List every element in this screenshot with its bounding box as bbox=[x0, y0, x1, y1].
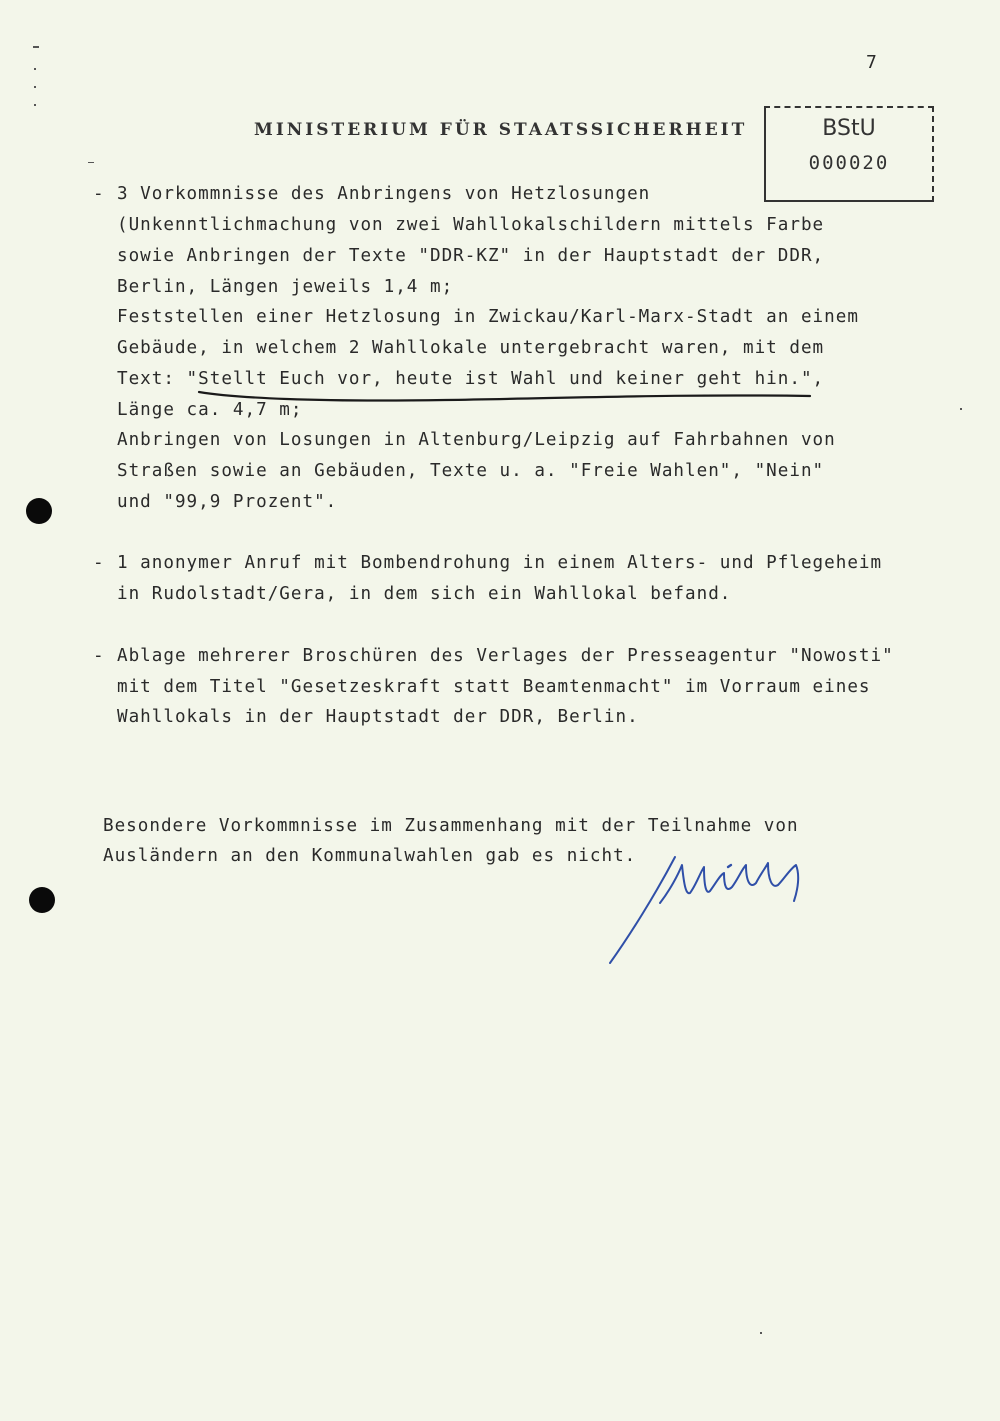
item-line: sowie Anbringen der Texte "DDR-KZ" in der Hauptstadt der DDR, bbox=[117, 246, 825, 266]
item-line: Straßen sowie an Gebäuden, Texte u. a. "Freie Wahlen", "Nein" bbox=[117, 461, 825, 481]
scan-mark bbox=[33, 46, 39, 48]
item-line: Ablage mehrerer Broschüren des Verlages der Presseagentur "Nowosti" bbox=[117, 646, 894, 666]
handwritten-underline bbox=[195, 384, 820, 406]
item-line: mit dem Titel "Gesetzeskraft statt Beamtenmacht" im Vorraum eines bbox=[117, 677, 871, 697]
item-line: Länge ca. 4,7 m; bbox=[117, 400, 303, 420]
document-header: MINISTERIUM FÜR STAATSSICHERHEIT bbox=[254, 120, 748, 140]
item-line: Berlin, Längen jeweils 1,4 m; bbox=[117, 277, 454, 297]
bullet-dash: - bbox=[93, 184, 104, 204]
scan-mark bbox=[34, 86, 36, 88]
item-line: 3 Vorkommnisse des Anbringens von Hetzlosungen bbox=[117, 184, 651, 204]
item-line: Wahllokals in der Hauptstadt der DDR, Berlin. bbox=[117, 707, 639, 727]
stamp-number: 000020 bbox=[808, 152, 890, 174]
scan-mark bbox=[34, 68, 36, 70]
scan-mark bbox=[960, 408, 962, 410]
bullet-dash: - bbox=[93, 646, 104, 666]
punch-hole bbox=[26, 498, 52, 524]
scan-mark bbox=[88, 162, 94, 163]
item-line: Feststellen einer Hetzlosung in Zwickau/Karl-Marx-Stadt an einem bbox=[117, 307, 859, 327]
punch-hole bbox=[29, 887, 55, 913]
scan-mark bbox=[34, 104, 36, 106]
closing-line: Besondere Vorkommnisse im Zusammenhang mit der Teilnahme von bbox=[103, 816, 799, 836]
item-line: (Unkenntlichmachung von zwei Wahllokalschildern mittels Farbe bbox=[117, 215, 825, 235]
stamp-title: BStU bbox=[822, 116, 876, 141]
item-line: in Rudolstadt/Gera, in dem sich ein Wahllokal befand. bbox=[117, 584, 732, 604]
item-line: Anbringen von Losungen in Altenburg/Leipzig auf Fahrbahnen von bbox=[117, 430, 836, 450]
scan-mark bbox=[760, 1332, 762, 1334]
bullet-dash: - bbox=[93, 553, 104, 573]
closing-line: Ausländern an den Kommunalwahlen gab es nicht. bbox=[103, 846, 637, 866]
item-line: Text: "Stellt Euch vor, heute ist Wahl und keiner geht hin.", bbox=[117, 369, 825, 389]
page-number: 7 bbox=[866, 52, 877, 73]
item-line: Gebäude, in welchem 2 Wahllokale untergebracht waren, mit dem bbox=[117, 338, 825, 358]
signature bbox=[600, 845, 840, 970]
item-line: und "99,9 Prozent". bbox=[117, 492, 338, 512]
item-line: 1 anonymer Anruf mit Bombendrohung in einem Alters- und Pflegeheim bbox=[117, 553, 883, 573]
archive-stamp bbox=[764, 106, 934, 202]
